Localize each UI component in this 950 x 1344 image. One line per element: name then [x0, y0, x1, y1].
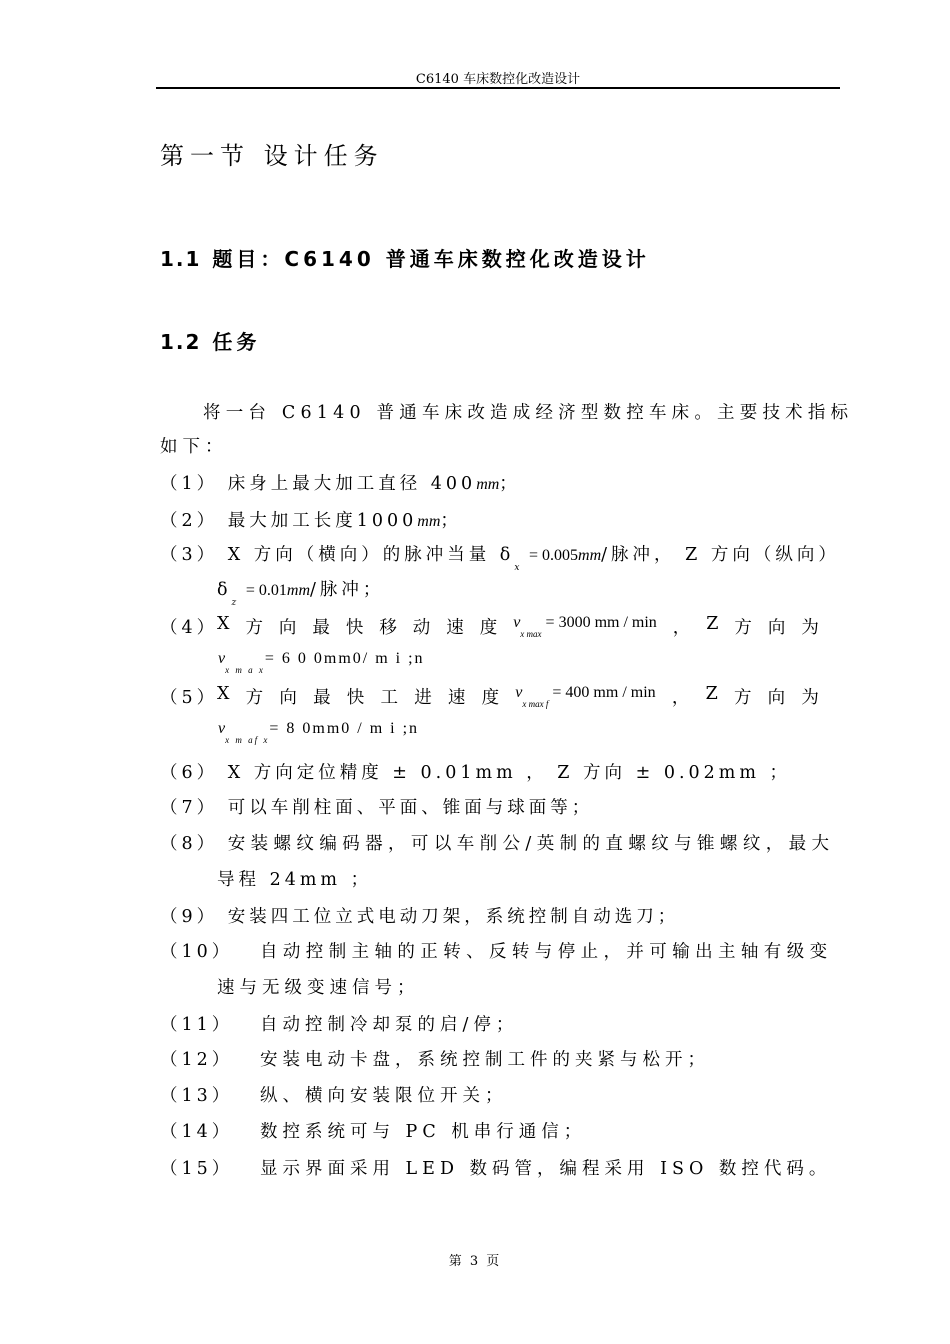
heading-number: 1.2	[160, 330, 202, 354]
item-text-tail: /脉冲， Z 方向（纵向）	[601, 545, 840, 565]
word: 为	[801, 618, 819, 638]
velocity-symbol: v	[218, 650, 226, 667]
list-item-14: 数控系统可与 PC 机串行通信；	[260, 1122, 587, 1142]
item-text: 安装四工位立式电动刀架，系统控制自动选刀；	[227, 907, 680, 927]
list-item-6	[160, 759, 791, 784]
list-item-15: 显示界面采用 LED 数码管，编程采用 ISO 数控代码。	[260, 1159, 832, 1179]
list-item-5-label: （5）	[160, 688, 219, 708]
word: 快	[345, 618, 364, 638]
velocity-value: = 8 0mm0 / m i ;n	[269, 720, 420, 737]
item-unit: mm	[417, 513, 441, 530]
velocity-subscript: x m a x	[225, 665, 265, 675]
list-item-12-label: （12）	[160, 1050, 234, 1070]
word: Z	[705, 684, 718, 704]
word: 度	[481, 688, 500, 708]
list-item-9	[160, 903, 679, 928]
word: 工	[380, 688, 398, 708]
formula-unit: mm	[578, 547, 602, 564]
word: 向	[767, 688, 786, 708]
running-header: C6140 车床数控化改造设计	[415, 72, 581, 87]
item-label: （1）	[160, 474, 219, 494]
item-text: 床身上最大加工直径 400	[227, 474, 477, 494]
word: 方	[245, 688, 264, 708]
intro-line-1: 将一台 C6140 普通车床改造成经济型数控车床。主要技术指标	[203, 403, 854, 423]
word: 进	[414, 688, 432, 708]
list-item-4-cont	[218, 650, 425, 675]
delta-subscript: x	[514, 563, 520, 573]
word: 为	[801, 688, 819, 708]
item-label: （2）	[160, 511, 219, 531]
list-item-5	[217, 684, 819, 709]
heading-1-2	[160, 326, 260, 355]
formula-value: = 0.005	[529, 547, 579, 564]
item-text: X 方向定位精度 ± 0.01mm ， Z 方向 ± 0.02mm ；	[227, 763, 792, 783]
velocity-symbol: v	[218, 720, 226, 737]
word: 度	[479, 618, 498, 638]
list-item-1	[160, 470, 521, 495]
item-text: 可以车削柱面、平面、锥面与球面等；	[227, 798, 594, 818]
list-item-4-label: （4）	[160, 618, 219, 638]
formula-value: = 0.01	[245, 582, 287, 599]
list-item-3	[160, 541, 840, 573]
word: 最	[312, 618, 330, 638]
list-item-12: 安装电动卡盘，系统控制工件的夹紧与松开；	[260, 1050, 710, 1070]
list-item-14-label: （14）	[160, 1122, 234, 1142]
word: 方	[245, 618, 263, 638]
header-rule	[156, 87, 840, 89]
comma: ，	[671, 688, 690, 708]
list-item-11: 自动控制冷却泵的启/停；	[260, 1015, 519, 1035]
list-item-4	[217, 614, 819, 639]
delta-symbol: δ	[217, 580, 232, 600]
list-item-10-label: （10）	[160, 942, 234, 962]
list-item-8-cont: 导程 24mm ；	[217, 870, 373, 890]
list-item-3-cont	[217, 576, 385, 608]
heading-1-1	[160, 243, 650, 272]
item-tail: ；	[499, 474, 521, 494]
item-label: （6）	[160, 763, 219, 783]
item-label: （3）	[160, 545, 219, 565]
word: 向	[279, 688, 297, 708]
item-text-tail: /脉冲；	[310, 580, 385, 600]
word: 速	[447, 688, 466, 708]
list-item-7	[160, 794, 593, 819]
word: 速	[446, 618, 464, 638]
item-text: X 方向（横向）的脉冲当量 δ	[227, 545, 515, 565]
comma: ，	[672, 618, 691, 638]
word: 最	[313, 688, 331, 708]
heading-number: 1.1	[160, 247, 202, 271]
heading-text: 题目：C6140 普通车床数控化改造设计	[212, 247, 650, 271]
word: 方	[734, 618, 752, 638]
list-item-8	[160, 830, 834, 855]
word: 动	[412, 618, 431, 638]
item-unit: mm	[476, 476, 500, 493]
velocity-formula: $v_{x max} = 3000$ mm / min	[513, 614, 657, 639]
word: 方	[733, 688, 752, 708]
velocity-formula: $v_{x max f} = 400$ mm / min	[515, 684, 656, 709]
item-label: （7）	[160, 798, 219, 818]
item-text: 最大加工长度1000	[227, 511, 418, 531]
list-item-5-cont	[218, 720, 420, 745]
delta-subscript: z	[231, 598, 237, 608]
list-item-10-cont: 速与无级变速信号；	[217, 978, 420, 998]
word: X	[217, 614, 230, 634]
word: Z	[706, 614, 719, 634]
word: 移	[379, 618, 397, 638]
word: 向	[278, 618, 297, 638]
item-label: （8）	[160, 834, 219, 854]
list-item-2	[160, 507, 462, 532]
list-item-11-label: （11）	[160, 1015, 234, 1035]
list-item-13: 纵、横向安装限位开关；	[260, 1086, 508, 1106]
page-number: 第 3 页	[448, 1254, 502, 1269]
item-tail: ；	[440, 511, 462, 531]
section-title: 第一节 设计任务	[160, 142, 384, 170]
item-text: 安装螺纹编码器，可以车削公/英制的直螺纹与锥螺纹，最大	[227, 834, 835, 854]
list-item-15-label: （15）	[160, 1159, 234, 1179]
formula-unit: mm	[286, 582, 311, 599]
word: X	[217, 684, 230, 704]
velocity-subscript: x m af x	[225, 735, 270, 745]
word: 向	[767, 618, 786, 638]
item-label: （9）	[160, 907, 219, 927]
velocity-value: = 6 0 0mm0/ m i ;n	[264, 650, 425, 667]
word: 快	[346, 688, 365, 708]
list-item-13-label: （13）	[160, 1086, 234, 1106]
heading-text: 任务	[212, 330, 261, 354]
list-item-10: 自动控制主轴的正转、反转与停止，并可输出主轴有级变	[260, 942, 833, 962]
intro-line-2: 如下：	[160, 437, 228, 457]
